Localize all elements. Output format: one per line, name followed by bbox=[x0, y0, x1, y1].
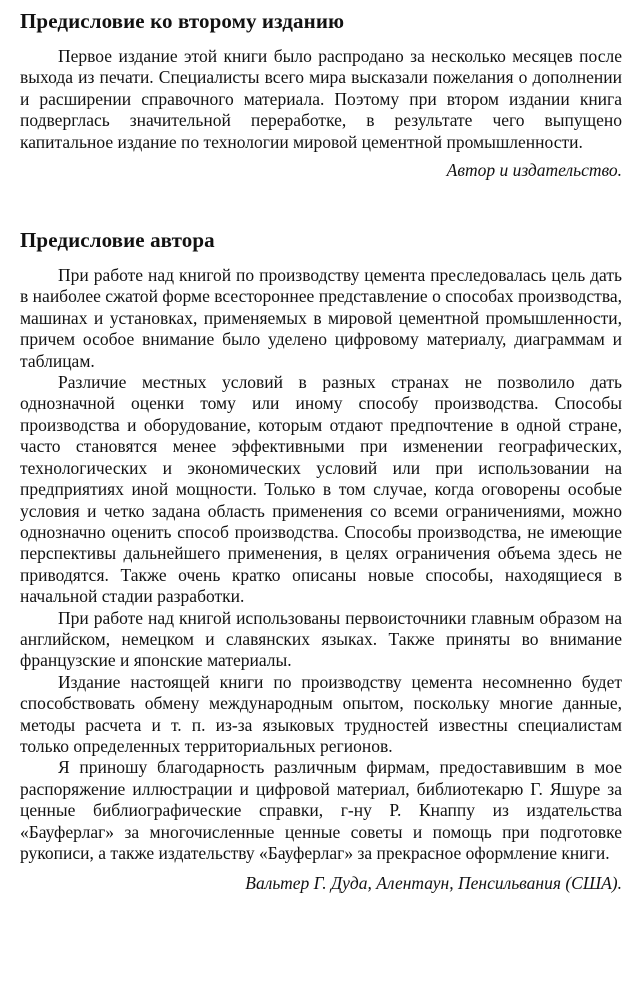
section-title-author-preface: Предисловие автора bbox=[20, 228, 215, 253]
section-body-author-preface bbox=[20, 265, 622, 864]
paragraph: Издание настоящей книги по производству цемента несомненно будет способствовать обмену международным опытом, поскольку многие данные, методы расчета и т. п. из-за языковых трудностей известны специалистам только определенных территориальных регионов. bbox=[20, 671, 622, 756]
section-title-second-edition: Предисловие ко второму изданию bbox=[20, 9, 345, 33]
section-body-second-edition bbox=[20, 46, 622, 153]
signature-author-and-publisher: Автор и издательство. bbox=[446, 160, 622, 181]
paragraph: Я приношу благодарность различным фирмам, предоставившим в мое распоряжение иллюстрации и цифровой материал, библиотекарю Г. Яшуре за ценные библиографические справки, г-ну Р. Кнаппу из издательства «Бауферлаг» за многочисленные ценные советы и помощь при подготовке рукописи, а также издательству «Бауферлаг» за прекрасное оформление книги. bbox=[20, 757, 622, 863]
paragraph: При работе над книгой использованы первоисточники главным образом на английском, немецком и славянских языках. Также приняты во внимание французские и японские материалы. bbox=[20, 607, 622, 671]
paragraph: При работе над книгой по производству цемента преследовалась цель дать в наиболее сжатой форме всестороннее представление о способах производства, машинах и установках, применяемых в мировой цементной промышленности, причем особое внимание было уделено цифровому материалу, диаграммам и таблицам. bbox=[20, 265, 622, 371]
paragraph: Первое издание этой книги было распродано за несколько месяцев после выхода из печати. Специалисты всего мира высказали пожелания о дополнении и расширении справочного материала. Поэтому при втором издании книга подверглась значительной переработке, в результате чего выпущено капитальное издание по технологии мировой цементной промышленности. bbox=[20, 46, 622, 152]
signature-author: Вальтер Г. Дуда, Алентаун, Пенсильвания (США). bbox=[245, 873, 622, 894]
paragraph: Различие местных условий в разных странах не позволило дать однозначной оценки тому или иному способу производства. Способы производства и оборудование, которым отдают предпочтение в одной стране, часто становятся менее эффективными при изменении географических, технологических и экономических условий или при использовании на предприятиях иной мощности. Только в том случае, когда оговорены особые условия и четко задана область применения со всеми ограничениями, можно однозначно оценить способ производства. Способы производства, не имеющие перспективы дальнейшего применения, в целях ограничения объема здесь не приводятся. Также очень кратко описаны новые способы, находящиеся в начальной стадии разработки. bbox=[20, 372, 622, 607]
